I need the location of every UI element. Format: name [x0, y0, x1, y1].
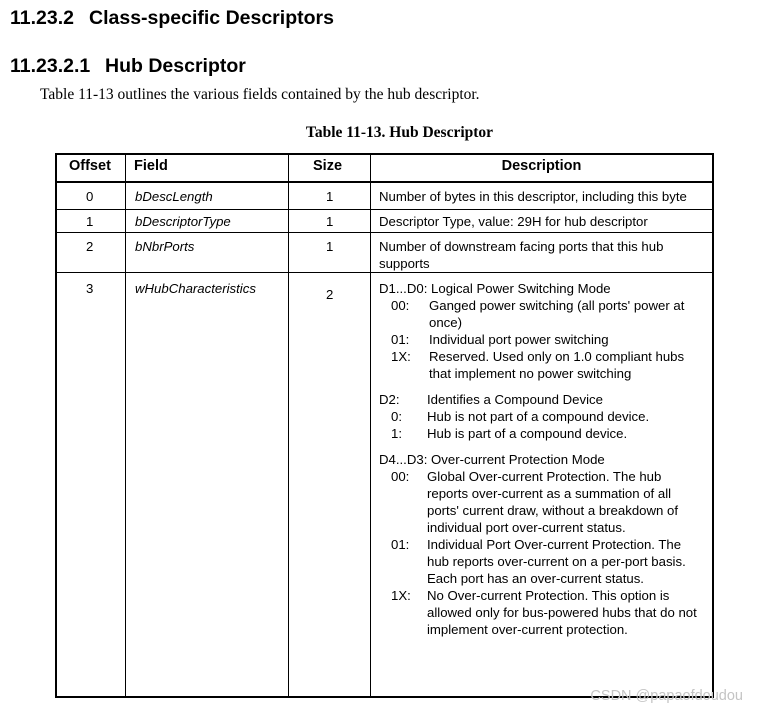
size-cell: 1: [326, 214, 334, 229]
offset-cell: 3: [86, 281, 94, 296]
bitfield-text: Hub is not part of a compound device.: [427, 409, 650, 424]
bitfield-value: 1:: [391, 426, 402, 441]
bitfield-text: once): [429, 315, 462, 330]
bitfield-heading: D4...D3: Over-current Protection Mode: [379, 452, 605, 467]
bitfield-value: 00:: [391, 469, 410, 484]
field-cell: bDescriptorType: [135, 214, 231, 229]
description-cell: Descriptor Type, value: 29H for hub descriptor: [379, 214, 648, 229]
bitfield-value: 1X:: [391, 349, 411, 364]
column-divider: [125, 155, 126, 696]
bitfield-text: allowed only for bus-powered hubs that do not: [427, 605, 697, 620]
section-title: Class-specific Descriptors: [89, 7, 334, 29]
bitfield-value: 00:: [391, 298, 410, 313]
table-caption: Table 11-13. Hub Descriptor: [305, 124, 494, 141]
hub-descriptor-table: [55, 153, 714, 698]
row-divider: [57, 232, 712, 233]
subsection-title: Hub Descriptor: [105, 55, 246, 77]
offset-cell: 1: [86, 214, 94, 229]
row-divider: [57, 209, 712, 210]
description-cell: Number of bytes in this descriptor, including this byte: [379, 189, 687, 204]
header-description: Description: [501, 158, 582, 174]
bitfield-text: Hub is part of a compound device.: [427, 426, 628, 441]
description-cell: Number of downstream facing ports that this hub: [379, 239, 664, 254]
bitfield-text: implement over-current protection.: [427, 622, 628, 637]
bitfield-value: 01:: [391, 537, 410, 552]
bitfield-text: ports' current draw, without a breakdown of: [427, 503, 679, 518]
description-cell: [379, 280, 709, 640]
bitfield-text: Individual port power switching: [429, 332, 609, 347]
intro-paragraph: Table 11-13 outlines the various fields contained by the hub descriptor.: [40, 86, 480, 103]
offset-cell: 2: [86, 239, 94, 254]
offset-cell: 0: [86, 189, 94, 204]
bitfield-text: individual port over-current status.: [427, 520, 626, 535]
bitfield-heading: Identifies a Compound Device: [427, 392, 603, 407]
column-divider: [288, 155, 289, 696]
bitfield-text: Global Over-current Protection. The hub: [427, 469, 662, 484]
header-offset: Offset: [69, 158, 111, 174]
bitfield-heading-key: D2:: [379, 392, 400, 407]
bitfield-text: Individual Port Over-current Protection. The: [427, 537, 682, 552]
bitfield-text: Each port has an over-current status.: [427, 571, 644, 586]
row-divider: [57, 272, 712, 273]
bitfield-value: 0:: [391, 409, 402, 424]
bitfield-text: hub reports over-current on a per-port basis.: [427, 554, 686, 569]
bitfield-text: Reserved. Used only on 1.0 compliant hubs: [429, 349, 685, 364]
subsection-heading: [10, 55, 246, 78]
subsection-number: 11.23.2.1: [10, 55, 91, 77]
section-number: 11.23.2: [10, 7, 74, 29]
description-cell-continued: supports: [379, 256, 430, 271]
bitfield-text: Ganged power switching (all ports' power at: [429, 298, 685, 313]
column-divider: [370, 155, 371, 696]
header-divider: [57, 181, 712, 183]
size-cell: 2: [326, 287, 334, 302]
bitfield-heading: D1...D0: Logical Power Switching Mode: [379, 281, 611, 296]
bitfield-text: that implement no power switching: [429, 366, 632, 381]
section-heading: [10, 7, 334, 30]
size-cell: 1: [326, 189, 334, 204]
header-field: Field: [134, 158, 168, 174]
field-cell: bNbrPorts: [135, 239, 195, 254]
header-size: Size: [313, 158, 343, 174]
field-cell: bDescLength: [135, 189, 213, 204]
size-cell: 1: [326, 239, 334, 254]
bitfield-text: reports over-current as a summation of all: [427, 486, 672, 501]
bitfield-text: No Over-current Protection. This option is: [427, 588, 670, 603]
field-cell: wHubCharacteristics: [135, 281, 256, 296]
bitfield-value: 1X:: [391, 588, 411, 603]
watermark: CSDN @papaofdoudou: [590, 688, 743, 704]
bitfield-value: 01:: [391, 332, 410, 347]
